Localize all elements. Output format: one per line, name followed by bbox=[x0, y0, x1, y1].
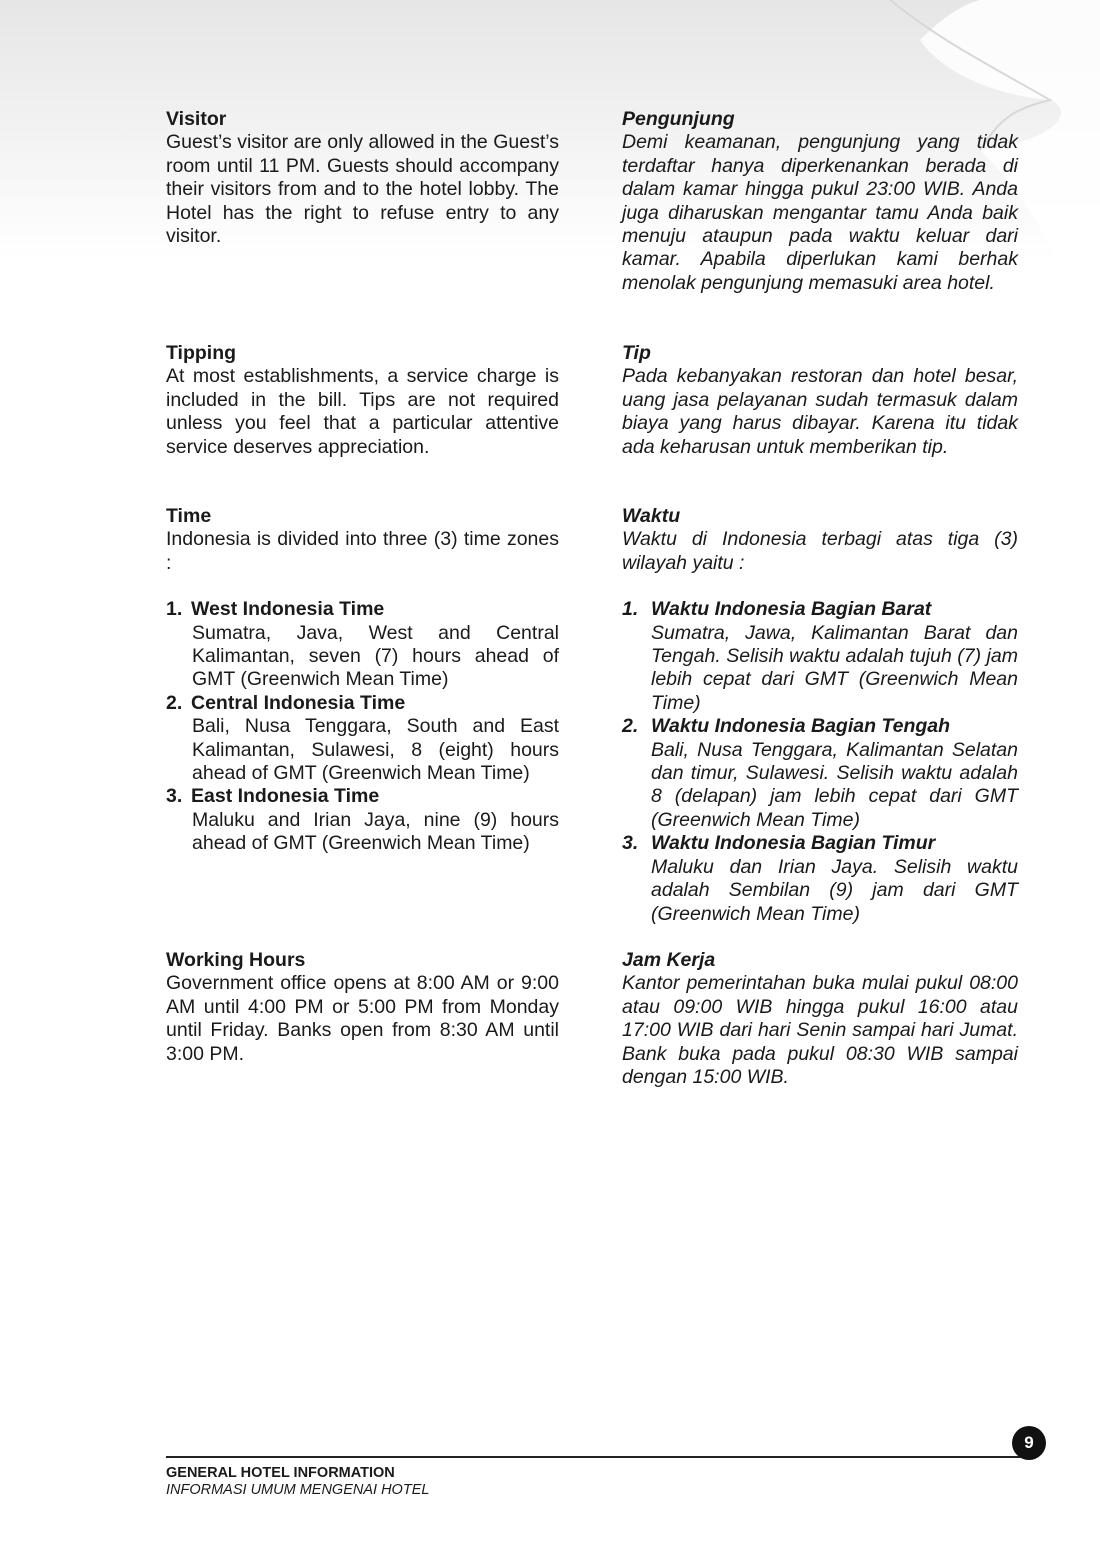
tip-section bbox=[622, 342, 1018, 459]
waktu-zone-list bbox=[622, 598, 1018, 926]
list-item-number: 1. bbox=[622, 598, 639, 621]
jam-kerja-text: Kantor pemerintahan buka mulai pukul 08:00 atau 09:00 WIB hingga pukul 16:00 atau 17:00 WIB dari hari Senin sampai hari Jumat. Bank buka pada pukul 08:30 WIB sampai dengan 15:00 WIB. bbox=[622, 972, 1018, 1089]
list-item bbox=[166, 785, 559, 855]
list-item-description: Bali, Nusa Tenggara, South and East Kalimantan, Sulawesi, 8 (eight) hours ahead of GMT (Greenwich Mean Time) bbox=[192, 715, 559, 785]
list-item-number: 2. bbox=[622, 715, 639, 738]
pengunjung-heading: Pengunjung bbox=[622, 108, 735, 130]
list-item-title: West Indonesia Time bbox=[191, 598, 385, 621]
list-item-title: Central Indonesia Time bbox=[191, 691, 406, 714]
list-item-title: Waktu Indonesia Bagian Tengah bbox=[651, 715, 951, 738]
list-item-title: Waktu Indonesia Bagian Timur bbox=[651, 832, 936, 855]
jam-kerja-heading: Jam Kerja bbox=[622, 949, 716, 971]
list-item bbox=[166, 692, 559, 786]
tipping-section bbox=[166, 342, 559, 459]
list-item-number: 2. bbox=[166, 691, 183, 714]
footer-subtitle: INFORMASI UMUM MENGENAI HOTEL bbox=[166, 1482, 430, 1498]
waktu-intro: Waktu di Indonesia terbagi atas tiga (3) wilayah yaitu : bbox=[622, 528, 1018, 574]
time-section bbox=[166, 505, 559, 856]
visitor-section bbox=[166, 108, 559, 248]
list-item-number: 3. bbox=[622, 832, 639, 855]
visitor-text: Guest’s visitor are only allowed in the Guest’s room until 11 PM. Guests should accompany their visitors from and to the hotel lobby. The Hotel has the right to refuse entry to any visitor. bbox=[166, 131, 559, 248]
list-item-description: Sumatra, Jawa, Kalimantan Barat dan Tengah. Selisih waktu adalah tujuh (7) jam lebih cepat dari GMT (Greenwich Mean Time) bbox=[651, 621, 1018, 714]
list-item-number: 3. bbox=[166, 785, 183, 808]
pengunjung-section bbox=[622, 108, 1018, 295]
pengunjung-text: Demi keamanan, pengunjung yang tidak terdaftar hanya diperkenankan berada di dalam kamar hingga pukul 23:00 WIB. Anda juga diharuskan mengantar tamu Anda baik menuju ataupun pada waktu keluar dari kamar. Apabila diperlukan kami berhak menolak pengunjung memasuki area hotel. bbox=[622, 131, 1018, 294]
list-item bbox=[622, 715, 1018, 832]
working-hours-heading: Working Hours bbox=[166, 949, 306, 971]
list-item-description: Bali, Nusa Tenggara, Kalimantan Selatan dan timur, Sulawesi. Selisih waktu adalah 8 (delapan) jam lebih cepat dari GMT (Greenwich Mean Time) bbox=[651, 738, 1018, 831]
jam-kerja-section bbox=[622, 949, 1018, 1089]
list-item bbox=[166, 598, 559, 692]
list-item-number: 1. bbox=[166, 598, 183, 621]
page-number-badge: 9 bbox=[1012, 1426, 1046, 1460]
list-item-description: Maluku and Irian Jaya, nine (9) hours ahead of GMT (Greenwich Mean Time) bbox=[192, 808, 559, 855]
footer-divider bbox=[166, 1456, 1028, 1458]
waktu-heading: Waktu bbox=[622, 505, 681, 527]
list-item-description: Sumatra, Java, West and Central Kalimantan, seven (7) hours ahead of GMT (Greenwich Mean Time) bbox=[192, 621, 559, 691]
visitor-heading: Visitor bbox=[166, 108, 227, 130]
list-item bbox=[622, 598, 1018, 715]
tip-heading: Tip bbox=[622, 342, 651, 364]
working-hours-text: Government office opens at 8:00 AM or 9:00 AM until 4:00 PM or 5:00 PM from Monday until Friday. Banks open from 8:30 AM until 3:00 PM. bbox=[166, 972, 559, 1065]
working-hours-section bbox=[166, 949, 559, 1066]
footer-title: GENERAL HOTEL INFORMATION bbox=[166, 1465, 395, 1481]
list-item-description: Maluku dan Irian Jaya. Selisih waktu adalah Sembilan (9) jam dari GMT (Greenwich Mean Time) bbox=[651, 855, 1018, 925]
tipping-heading: Tipping bbox=[166, 342, 237, 364]
time-heading: Time bbox=[166, 505, 212, 527]
time-zone-list bbox=[166, 598, 559, 855]
tip-text: Pada kebanyakan restoran dan hotel besar, uang jasa pelayanan sudah termasuk dalam biaya yang harus dibayar. Karena itu tidak ada keharusan untuk memberikan tip. bbox=[622, 365, 1018, 458]
tipping-text: At most establishments, a service charge is included in the bill. Tips are not required unless you feel that a particular attentive service deserves appreciation. bbox=[166, 365, 559, 458]
list-item-title: Waktu Indonesia Bagian Barat bbox=[651, 598, 932, 621]
list-item-title: East Indonesia Time bbox=[191, 785, 380, 808]
waktu-section bbox=[622, 505, 1018, 926]
time-intro: Indonesia is divided into three (3) time zones : bbox=[166, 528, 559, 574]
list-item bbox=[622, 832, 1018, 926]
